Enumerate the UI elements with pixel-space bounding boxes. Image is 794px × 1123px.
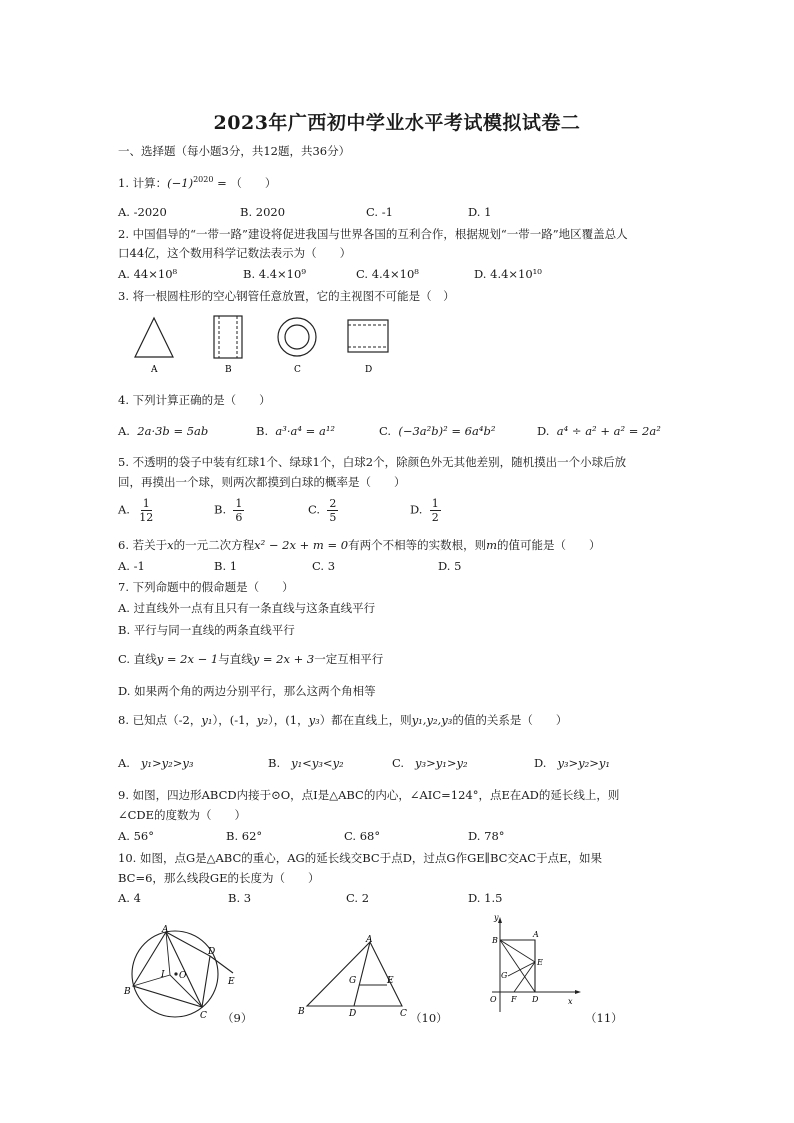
- q5-b-fraction: $\frac{1}{6}$: [235, 497, 243, 524]
- question-6-stem: 6. 若关于x的一元二次方程x² − 2x + m = 0有两个不相等的实数根，则m的值可能是（ ）: [118, 538, 601, 552]
- q3-label-c: C: [294, 365, 301, 375]
- fig10-label-A: A: [366, 935, 373, 945]
- q9-option-c: C. 68°: [344, 829, 381, 843]
- fig11-label-E: E: [537, 958, 543, 967]
- q8-option-b: B. y₁<y₃<y₂: [268, 756, 344, 770]
- q8-option-a: A. y₁>y₂>y₃: [118, 756, 194, 770]
- q10-option-a: A. 4: [118, 891, 141, 905]
- question-3-stem: 3. 将一根圆柱形的空心钢管任意放置，它的主视图不可能是（ ）: [118, 289, 455, 303]
- question-5-line1: 5. 不透明的袋子中装有红球1个、绿球1个，白球2个，除颜色外无其他差别，随机摸出一个小球后放: [118, 455, 627, 469]
- figure-9-circle-diagram: [118, 924, 248, 1024]
- q4-option-b: B. a³·a⁴ = a¹²: [256, 424, 336, 438]
- figure-10-triangle-diagram: [292, 932, 412, 1024]
- q2-option-a: A. 44×10⁸: [118, 267, 178, 281]
- q7-option-a: A. 过直线外一点有且只有一条直线与这条直线平行: [118, 601, 376, 615]
- q8-option-d: D. y₃>y₂>y₁: [534, 756, 611, 770]
- q6-option-b: B. 1: [214, 559, 238, 573]
- fig11-label-x: x: [568, 997, 573, 1006]
- fig9-label-B: B: [124, 987, 131, 997]
- fig11-label-A: A: [533, 930, 539, 939]
- fig11-label-B: B: [492, 936, 498, 945]
- fig10-label-E: E: [387, 976, 394, 986]
- question-10-line2: BC=6，那么线段GE的长度为（ ）: [118, 871, 320, 885]
- q7-option-d: D. 如果两个角的两边分别平行，那么这两个角相等: [118, 684, 376, 698]
- q3-label-d: D: [365, 365, 373, 375]
- fig11-label-F: F: [511, 995, 517, 1004]
- fig10-label-C: C: [400, 1009, 407, 1019]
- question-8-stem: 8. 已知点（-2，y₁），(-1，y₂），(1，y₃）都在直线上，则y₁,y₂,y₃的值的关系是（ ）: [118, 713, 568, 727]
- q1-option-d: D. 1: [468, 205, 492, 219]
- fig9-label-A: A: [162, 925, 169, 935]
- q9-option-b: B. 62°: [226, 829, 263, 843]
- fig9-label-E: E: [228, 977, 235, 987]
- figure-11-caption: （11）: [585, 1011, 623, 1025]
- q10-option-c: C. 2: [346, 891, 370, 905]
- q3-c-inner-circle: [285, 325, 309, 349]
- fig9-label-O: O: [179, 971, 187, 981]
- figure-9-caption: （9）: [222, 1011, 253, 1025]
- q5-option-a: A. $\frac{1}{12}$: [118, 497, 154, 524]
- q9-option-a: A. 56°: [118, 829, 154, 843]
- q1-option-a: A. -2020: [118, 205, 167, 219]
- q9-option-d: D. 78°: [468, 829, 505, 843]
- q3-a-triangle: [135, 318, 173, 357]
- figure-10-caption: （10）: [410, 1011, 448, 1025]
- q2-option-b: B. 4.4×10⁹: [243, 267, 306, 281]
- q5-c-fraction: $\frac{2}{5}$: [329, 497, 337, 524]
- question-9-line2: ∠CDE的度数为（ ）: [118, 808, 247, 822]
- section-heading: 一、选择题（每小题3分，共12题，共36分）: [118, 144, 351, 158]
- q5-d-fraction: $\frac{1}{2}$: [431, 497, 439, 524]
- fig9-label-I: I: [161, 970, 165, 980]
- q6-option-c: C. 3: [312, 559, 336, 573]
- fig11-label-O: O: [490, 995, 497, 1004]
- question-2-line2: 口44亿，这个数用科学记数法表示为（ ）: [118, 246, 352, 260]
- q6-option-a: A. -1: [118, 559, 145, 573]
- fig10-triangle: [307, 942, 402, 1006]
- q4-option-d: D. a⁴ ÷ a² + a² = 2a²: [537, 424, 661, 438]
- fig11-label-D: D: [532, 995, 539, 1004]
- page-title: 2023年广西初中学业水平考试模拟试卷二: [213, 112, 581, 134]
- q7-option-c: C. 直线y = 2x − 1与直线y = 2x + 3一定互相平行: [118, 652, 384, 666]
- q4-option-c: C. (−3a²b)² = 6a⁴b²: [379, 424, 496, 438]
- fig10-label-D: D: [349, 1009, 357, 1019]
- fig11-label-y: y: [494, 913, 499, 922]
- q7-option-b: B. 平行与同一直线的两条直线平行: [118, 623, 295, 637]
- q3-figures: [118, 310, 408, 378]
- question-10-line1: 10. 如图，点G是△ABC的重心，AG的延长线交BC于点D，过点G作GE∥BC交AC于点E，如果: [118, 851, 602, 865]
- question-9-line1: 9. 如图，四边形ABCD内接于⊙O，点I是△ABC的内心，∠AIC=124°，点E在AD的延长线上，则: [118, 788, 620, 802]
- fig10-label-G: G: [349, 976, 357, 986]
- q4-option-a: A. 2a·3b = 5ab: [118, 424, 209, 438]
- q5-option-b: B. $\frac{1}{6}$: [214, 497, 243, 524]
- q2-option-d: D. 4.4×10¹⁰: [474, 267, 542, 281]
- fig11-label-G: G: [501, 971, 508, 980]
- fig10-label-B: B: [298, 1007, 305, 1017]
- q2-option-c: C. 4.4×10⁸: [356, 267, 419, 281]
- q10-option-d: D. 1.5: [468, 891, 503, 905]
- fig10-median-AD: [354, 942, 370, 1006]
- fig9-label-D: D: [208, 947, 216, 957]
- question-1-stem: 1. 计算：$(-1)^{2020}$ = （ ）: [118, 175, 277, 190]
- question-7-stem: 7. 下列命题中的假命题是（ ）: [118, 580, 294, 594]
- question-5-line2: 回，再摸出一个球，则两次都摸到白球的概率是（ ）: [118, 475, 406, 489]
- fig9-label-C: C: [200, 1011, 207, 1021]
- q10-option-b: B. 3: [228, 891, 252, 905]
- q5-option-c: C. $\frac{2}{5}$: [308, 497, 337, 524]
- q8-option-c: C. y₃>y₁>y₂: [392, 756, 468, 770]
- question-2-line1: 2. 中国倡导的“一带一路”建设将促进我国与世界各国的互利合作，根据规划“一带一路”地区覆盖总人: [118, 227, 628, 241]
- figure-11-coordinate-diagram: [480, 912, 590, 1024]
- q3-b-rectangle: [214, 316, 242, 358]
- q5-a-fraction: $\frac{1}{12}$: [139, 497, 154, 524]
- q1-option-c: C. -1: [366, 205, 393, 219]
- q3-c-outer-circle: [278, 318, 316, 356]
- q3-label-b: B: [225, 365, 232, 375]
- question-4-stem: 4. 下列计算正确的是（ ）: [118, 393, 271, 407]
- q5-option-d: D. $\frac{1}{2}$: [410, 497, 439, 524]
- q6-option-d: D. 5: [438, 559, 462, 573]
- q3-label-a: A: [151, 365, 158, 375]
- q1-option-b: B. 2020: [240, 205, 286, 219]
